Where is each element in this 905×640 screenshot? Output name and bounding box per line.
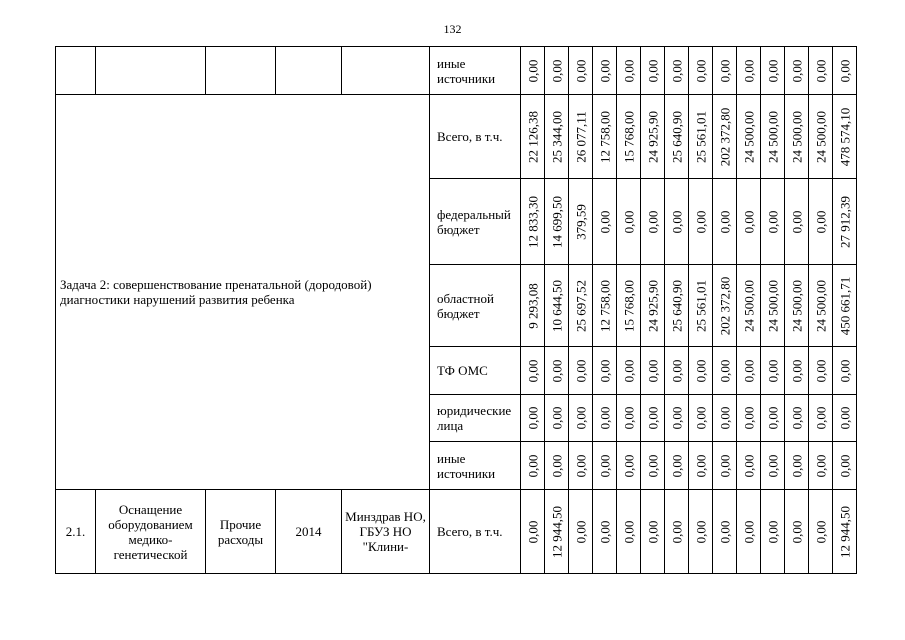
value-text: 0,00 [741,59,756,82]
value-cell [713,95,737,179]
value-cell [833,490,857,574]
value-cell [617,395,641,442]
value-cell [737,347,761,395]
value-text: 0,00 [693,454,708,477]
value-text: 0,00 [717,406,732,430]
value-text: 0,00 [573,406,588,430]
funding-source-cell: областной бюджет [430,265,521,347]
value-text: 0,00 [789,454,804,477]
value-cell [761,179,785,265]
funding-source-cell: ТФ ОМС [430,347,521,395]
value-text: 0,00 [837,59,852,82]
value-text: 0,00 [789,520,804,543]
value-text: 0,00 [621,454,636,477]
value-text: 12 944,50 [837,505,852,558]
value-cell [641,95,665,179]
value-text: 12 833,30 [525,195,540,248]
value-cell [569,442,593,490]
value-cell [809,395,833,442]
value-text: 25 640,90 [669,110,684,163]
value-cell [785,395,809,442]
value-text: 0,00 [549,359,564,382]
value-text: 0,00 [717,59,732,82]
value-cell [833,95,857,179]
value-cell [833,179,857,265]
empty-cell [56,47,96,95]
value-cell [713,490,737,574]
value-cell [833,265,857,347]
value-cell [593,490,617,574]
value-cell [617,95,641,179]
value-text: 0,00 [717,359,732,382]
value-cell [809,95,833,179]
value-text: 0,00 [669,210,684,233]
value-text: 0,00 [621,59,636,82]
value-text: 0,00 [549,406,564,430]
value-text: 0,00 [525,59,540,82]
value-text: 27 912,39 [837,195,852,248]
value-cell [665,395,689,442]
value-text: 0,00 [597,454,612,477]
value-text: 0,00 [597,59,612,82]
value-cell [545,265,569,347]
value-cell [713,179,737,265]
value-cell [521,265,545,347]
item-name-cell: Оснащение оборудованием медико-генетической [96,490,206,574]
value-cell [521,395,545,442]
value-text: 22 126,38 [525,110,540,163]
value-cell [569,347,593,395]
value-cell [545,347,569,395]
value-text: 26 077,11 [573,110,588,163]
value-text: 0,00 [765,406,780,430]
value-text: 0,00 [597,210,612,233]
value-cell [617,179,641,265]
value-cell [689,265,713,347]
table-row-task-total [56,95,857,179]
empty-cell [342,47,430,95]
value-text: 0,00 [717,454,732,477]
value-cell [689,179,713,265]
value-cell [593,347,617,395]
value-cell [593,179,617,265]
empty-cell [96,47,206,95]
value-cell [809,490,833,574]
value-cell [593,265,617,347]
value-cell [545,95,569,179]
value-cell [617,347,641,395]
executor-cell: Минздрав НО, ГБУЗ НО "Клини- [342,490,430,574]
value-text: 0,00 [741,406,756,430]
value-text: 24 500,00 [789,110,804,163]
value-cell [665,179,689,265]
value-cell [689,442,713,490]
value-text: 24 500,00 [765,279,780,332]
value-cell [833,395,857,442]
funding-source-cell: юридические лица [430,395,521,442]
value-cell [545,395,569,442]
value-cell [641,347,665,395]
value-cell [737,179,761,265]
value-cell [665,442,689,490]
value-cell [521,95,545,179]
empty-cell [276,47,342,95]
value-text: 0,00 [573,359,588,382]
value-text: 0,00 [549,59,564,82]
value-cell [809,442,833,490]
value-cell [713,347,737,395]
value-text: 0,00 [693,520,708,543]
value-cell [593,95,617,179]
value-text: 0,00 [837,406,852,430]
value-text: 0,00 [813,210,828,233]
value-text: 0,00 [621,520,636,543]
value-cell [545,442,569,490]
value-cell [785,347,809,395]
value-cell [617,47,641,95]
value-cell [569,95,593,179]
value-text: 0,00 [597,406,612,430]
value-text: 0,00 [765,210,780,233]
value-cell [809,179,833,265]
value-text: 0,00 [645,359,660,382]
value-cell [809,347,833,395]
value-cell [785,442,809,490]
page-number: 132 [443,22,462,36]
value-text: 0,00 [645,454,660,477]
value-text: 0,00 [693,406,708,430]
value-text: 24 500,00 [741,110,756,163]
value-text: 0,00 [669,59,684,82]
funding-source-cell: иные источники [430,47,521,95]
value-text: 0,00 [669,454,684,477]
value-text: 0,00 [789,406,804,430]
value-text: 12 758,00 [597,279,612,332]
value-text: 202 372,80 [717,276,732,335]
value-text: 25 344,00 [549,110,564,163]
value-cell [761,347,785,395]
value-text: 25 640,90 [669,279,684,332]
value-text: 0,00 [621,210,636,233]
value-text: 0,00 [813,406,828,430]
value-text: 12 944,50 [549,505,564,558]
value-text: 379,59 [573,203,588,240]
value-cell [713,265,737,347]
value-cell [713,47,737,95]
value-cell [761,95,785,179]
budget-table [55,46,857,574]
value-cell [545,47,569,95]
table-row-other-sources-previous [56,47,857,95]
value-text: 0,00 [837,359,852,382]
value-text: 0,00 [765,359,780,382]
value-text: 450 661,71 [837,276,852,335]
value-text: 0,00 [717,210,732,233]
funding-source-cell: Всего, в т.ч. [430,490,521,574]
value-cell [737,95,761,179]
value-cell [809,47,833,95]
value-cell [761,265,785,347]
value-text: 0,00 [741,210,756,233]
value-cell [737,47,761,95]
value-text: 0,00 [645,59,660,82]
value-cell [593,47,617,95]
value-text: 25 697,52 [573,279,588,332]
value-cell [665,47,689,95]
funding-source-cell: иные источники [430,442,521,490]
value-cell [689,95,713,179]
funding-source-cell: Всего, в т.ч. [430,95,521,179]
value-text: 0,00 [813,520,828,543]
funding-source-cell: федеральный бюджет [430,179,521,265]
task-title-cell: Задача 2: совершенствование пренатальной (дородовой) диагностики нарушений развития ребенка [56,95,430,490]
value-text: 0,00 [525,520,540,543]
value-cell [737,265,761,347]
value-text: 0,00 [621,406,636,430]
value-text: 0,00 [693,359,708,382]
value-text: 0,00 [645,520,660,543]
value-cell [689,347,713,395]
value-text: 0,00 [741,454,756,477]
value-text: 0,00 [741,520,756,543]
value-cell [545,490,569,574]
value-text: 0,00 [525,359,540,382]
value-text: 202 372,80 [717,107,732,166]
value-text: 0,00 [669,406,684,430]
value-cell [641,179,665,265]
value-text: 15 768,00 [621,279,636,332]
value-text: 0,00 [789,210,804,233]
value-cell [737,395,761,442]
expense-type-cell: Прочие расходы [206,490,276,574]
value-cell [569,179,593,265]
value-cell [833,442,857,490]
value-text: 9 293,08 [525,282,540,329]
value-cell [569,395,593,442]
value-text: 24 500,00 [765,110,780,163]
empty-cell [206,47,276,95]
value-cell [569,490,593,574]
year-cell: 2014 [276,490,342,574]
value-text: 0,00 [525,454,540,477]
value-cell [521,47,545,95]
value-cell [689,47,713,95]
value-cell [713,442,737,490]
value-cell [737,442,761,490]
value-cell [521,442,545,490]
value-cell [641,265,665,347]
value-cell [761,47,785,95]
value-text: 0,00 [765,520,780,543]
value-text: 0,00 [573,454,588,477]
value-text: 24 500,00 [789,279,804,332]
value-cell [665,490,689,574]
value-text: 0,00 [597,359,612,382]
value-text: 0,00 [645,406,660,430]
value-text: 0,00 [789,59,804,82]
value-cell [665,347,689,395]
value-cell [593,395,617,442]
value-cell [545,179,569,265]
value-text: 0,00 [741,359,756,382]
value-cell [665,265,689,347]
value-cell [593,442,617,490]
value-text: 478 574,10 [837,107,852,166]
value-cell [617,490,641,574]
value-text: 25 561,01 [693,279,708,332]
value-text: 0,00 [813,359,828,382]
value-cell [785,265,809,347]
value-cell [521,490,545,574]
value-text: 0,00 [765,59,780,82]
value-text: 0,00 [669,520,684,543]
value-text: 24 925,90 [645,279,660,332]
value-cell [761,442,785,490]
value-cell [785,179,809,265]
value-text: 0,00 [573,520,588,543]
value-text: 14 699,50 [549,195,564,248]
value-cell [569,47,593,95]
value-cell [785,47,809,95]
value-text: 0,00 [693,210,708,233]
value-text: 0,00 [645,210,660,233]
value-cell [737,490,761,574]
value-text: 0,00 [765,454,780,477]
value-text: 24 500,00 [813,110,828,163]
value-cell [833,47,857,95]
value-cell [833,347,857,395]
value-text: 15 768,00 [621,110,636,163]
value-text: 12 758,00 [597,110,612,163]
value-cell [689,395,713,442]
value-cell [569,265,593,347]
value-text: 10 644,50 [549,279,564,332]
value-text: 0,00 [525,406,540,430]
value-cell [617,442,641,490]
value-text: 24 500,00 [741,279,756,332]
value-cell [665,95,689,179]
value-cell [641,442,665,490]
value-cell [713,395,737,442]
value-text: 0,00 [789,359,804,382]
value-text: 24 925,90 [645,110,660,163]
value-text: 0,00 [837,454,852,477]
item-number-cell: 2.1. [56,490,96,574]
value-text: 0,00 [549,454,564,477]
value-text: 0,00 [813,454,828,477]
value-cell [761,490,785,574]
value-text: 24 500,00 [813,279,828,332]
value-cell [521,347,545,395]
value-text: 0,00 [573,59,588,82]
value-cell [617,265,641,347]
value-cell [809,265,833,347]
value-text: 0,00 [717,520,732,543]
value-cell [689,490,713,574]
value-cell [785,95,809,179]
value-cell [641,490,665,574]
value-text: 0,00 [693,59,708,82]
table-row-item-2-1 [56,490,857,574]
value-cell [641,47,665,95]
value-text: 0,00 [669,359,684,382]
value-cell [521,179,545,265]
value-text: 0,00 [621,359,636,382]
value-cell [641,395,665,442]
value-text: 25 561,01 [693,110,708,163]
value-cell [761,395,785,442]
value-cell [785,490,809,574]
value-text: 0,00 [597,520,612,543]
value-text: 0,00 [813,59,828,82]
